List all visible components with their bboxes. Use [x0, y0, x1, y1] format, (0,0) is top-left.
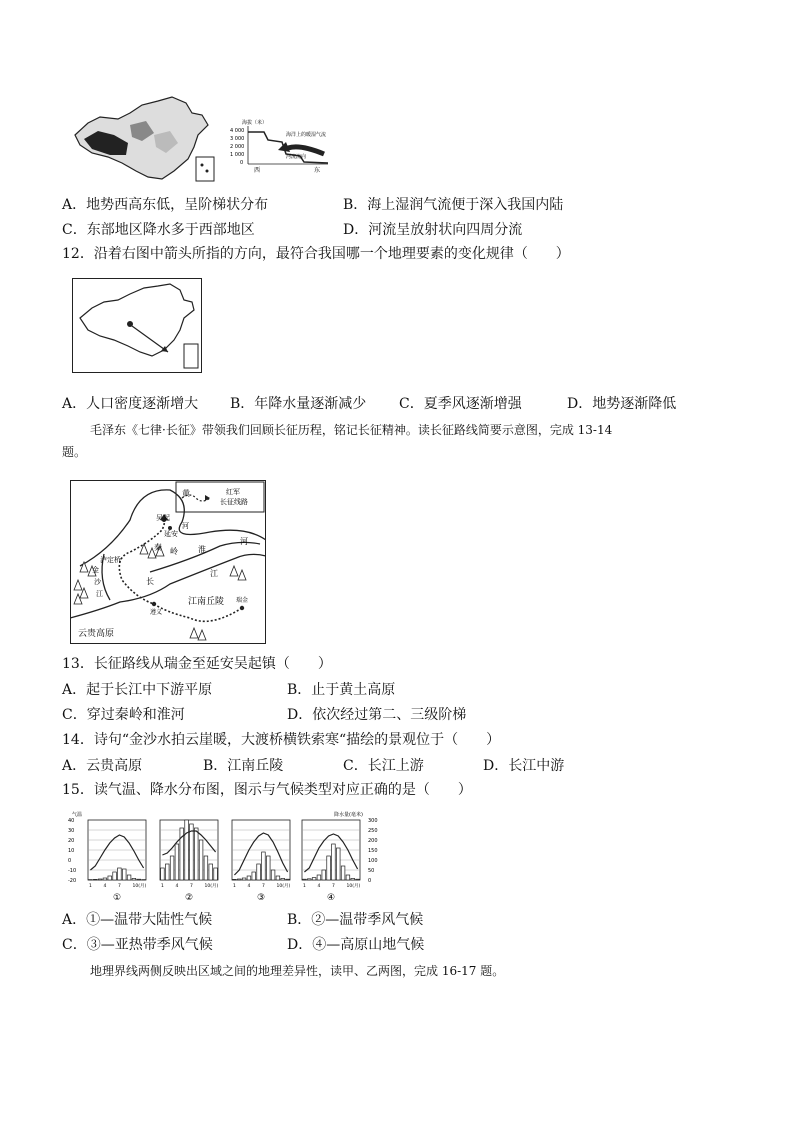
q13-option-b: B．止于黄土高原: [287, 682, 396, 698]
q15-option-b: B．②—温带季风气候: [287, 912, 424, 928]
map-label-ling: 岭: [170, 547, 178, 556]
panel-number: ④: [327, 893, 336, 903]
precip-bar: [175, 844, 179, 880]
precip-bar: [346, 875, 350, 880]
map-label-huai-he: 河: [240, 537, 248, 546]
temp-tick: 40: [68, 818, 75, 824]
precip-bar: [190, 824, 194, 880]
month-tick: 4: [103, 884, 107, 889]
map-label-he: 河: [182, 522, 189, 530]
map-label-jin: 金: [92, 566, 99, 574]
q15-stem: 15．读气温、降水分布图，图示与气候类型对应正确的是（ ）: [62, 782, 472, 798]
temp-axis-label: 气温: [72, 812, 83, 818]
q13-stem: 13．长征路线从瑞金至延安吴起镇（ ）: [62, 656, 332, 672]
q14-option-b: B．江南丘陵: [203, 758, 284, 774]
precip-bar: [252, 872, 256, 880]
climate-panel-3: [232, 820, 290, 903]
month-tick: 7: [118, 884, 121, 889]
month-tick: 4: [247, 884, 251, 889]
precip-bar: [303, 879, 307, 880]
month-tick: 1: [161, 884, 164, 889]
precip-bar: [127, 875, 131, 880]
map-label-zunyi: 遵义: [150, 609, 163, 616]
precip-bar: [312, 878, 316, 880]
precip-bar: [103, 878, 107, 880]
precip-bar: [165, 864, 169, 880]
map-label-wuqi: 吴起: [156, 514, 170, 522]
precip-axis-label: 降水量(毫米): [334, 812, 363, 818]
month-tick: 10(月): [204, 884, 219, 889]
precip-bar: [161, 868, 165, 880]
map-label-huai: 淮: [198, 545, 206, 554]
precip-bar: [327, 856, 331, 880]
q12-option-b: B．年降水量逐渐减少: [230, 396, 367, 412]
month-tick: 10(月): [132, 884, 147, 889]
precip-bar: [276, 876, 280, 880]
q13-option-c: C．穿过秦岭和淮河: [62, 707, 185, 723]
q12-option-c: C．夏季风逐渐增强: [399, 396, 522, 412]
terrain-profile-diagram: [230, 118, 330, 176]
intro-13-14-line1: 毛泽东《七律·长征》带领我们回顾长征历程，铭记长征精神。读长征路线简要示意图，完成 13-14: [90, 423, 613, 437]
month-tick: 10(月): [276, 884, 291, 889]
precip-tick: 50: [368, 868, 375, 874]
q11-option-a: A．地势西高东低，呈阶梯状分布: [62, 197, 269, 213]
legend-line2: 长征线路: [220, 498, 248, 506]
map-label-yanan: 延安: [164, 530, 178, 538]
legend-line1: 红军: [226, 488, 240, 496]
temp-tick: -10: [68, 868, 77, 874]
month-tick: 7: [262, 884, 265, 889]
map-label-yungui: 云贵高原: [78, 629, 115, 639]
profile-ytick-3: 1 000: [230, 152, 245, 158]
profile-ytick-1: 3 000: [230, 136, 245, 142]
map-label-jiang: 江: [96, 590, 103, 598]
precip-bar: [317, 875, 321, 880]
precip-bar: [113, 872, 117, 880]
precip-tick: 300: [368, 818, 378, 824]
map-label-sha: 沙: [94, 578, 101, 586]
map-label-luding: 泸定桥: [100, 556, 121, 564]
profile-ylabel: 海拔（米）: [242, 120, 268, 126]
precip-bar: [237, 879, 241, 880]
precip-bar: [356, 879, 360, 880]
precip-bar: [322, 870, 326, 880]
precip-bar: [122, 869, 126, 880]
q15-option-c: C．③—亚热带季风气候: [62, 937, 213, 953]
precip-bar: [286, 879, 290, 880]
precip-bar: [307, 879, 311, 880]
intro-16-17: 地理界线两侧反映出区域之间的地理差异性，读甲、乙两图，完成 16-17 题。: [90, 964, 505, 978]
precip-bar: [209, 864, 213, 880]
temp-tick: 30: [68, 828, 75, 834]
precip-bar: [233, 879, 237, 880]
intro-13-14-line2: 题。: [62, 445, 87, 459]
temp-tick: 20: [68, 838, 75, 844]
q15-option-a: A．①—温带大陆性气候: [62, 912, 213, 928]
q12-option-d: D．地势逐渐降低: [567, 396, 677, 412]
q14-option-d: D．长江中游: [483, 758, 565, 774]
precip-bar: [257, 864, 261, 880]
map-label-huang: 黄: [182, 489, 190, 498]
precip-bar: [204, 856, 208, 880]
map-label-jiang2: 江: [210, 569, 218, 578]
precip-bar: [108, 876, 112, 880]
month-tick: 1: [303, 884, 306, 889]
china-outline-map-arrow: [72, 278, 202, 373]
profile-arrow1-label: 海洋上的暖湿气流: [286, 132, 327, 138]
precip-tick: 100: [368, 858, 378, 864]
q11-option-c: C．东部地区降水多于西部地区: [62, 222, 255, 238]
month-tick: 4: [175, 884, 179, 889]
precip-bar: [336, 848, 340, 880]
q14-option-c: C．长江上游: [343, 758, 424, 774]
profile-xlabel-east: 东: [314, 167, 321, 174]
month-tick: 1: [233, 884, 236, 889]
q11-option-b: B．海上湿润气流便于深入我国内陆: [343, 197, 564, 213]
precip-tick: 250: [368, 828, 378, 834]
profile-ytick-0: 4 000: [230, 128, 245, 134]
map-label-jiangnan: 江南丘陵: [188, 597, 225, 607]
climate-panel-4: [302, 820, 360, 903]
temp-tick: 0: [68, 858, 72, 864]
precip-bar: [351, 878, 355, 880]
precip-bar: [93, 879, 97, 880]
month-tick: 10(月): [346, 884, 361, 889]
q11-option-d: D．河流呈放射状向四周分流: [343, 222, 523, 238]
profile-xlabel-west: 西: [254, 167, 261, 174]
precip-bar: [332, 844, 336, 880]
profile-ytick-4: 0: [240, 160, 244, 166]
q14-stem: 14．诗句“金沙水拍云崖暖，大渡桥横铁索寒“描绘的景观位于（ ）: [62, 732, 501, 748]
precip-bar: [185, 820, 189, 880]
precip-bar: [199, 840, 203, 880]
precip-bar: [98, 879, 102, 880]
profile-ytick-2: 2 000: [230, 144, 245, 150]
panel-number: ②: [185, 893, 194, 903]
panel-number: ③: [257, 893, 266, 903]
map-label-ruijin: 瑞金: [236, 597, 249, 604]
q13-option-a: A．起于长江中下游平原: [62, 682, 213, 698]
q14-option-a: A．云贵高原: [62, 758, 143, 774]
long-march-map: [70, 480, 266, 644]
precip-bar: [262, 852, 266, 880]
precip-bar: [118, 868, 122, 880]
temp-tick: -20: [68, 878, 77, 884]
q12-stem: 12．沿着右图中箭头所指的方向，最符合我国哪一个地理要素的变化规律（ ）: [62, 246, 570, 262]
month-tick: 4: [317, 884, 321, 889]
q13-option-d: D．依次经过第二、三级阶梯: [287, 707, 467, 723]
precip-bar: [214, 868, 218, 880]
precip-bar: [247, 876, 251, 880]
precip-tick: 150: [368, 848, 378, 854]
precip-bar: [271, 870, 275, 880]
precip-bar: [242, 878, 246, 880]
precip-bar: [194, 828, 198, 880]
precip-bar: [132, 878, 136, 880]
month-tick: 7: [190, 884, 193, 889]
precip-bar: [281, 878, 285, 880]
precip-bar: [137, 879, 141, 880]
q15-option-d: D．④—高原山地气候: [287, 937, 425, 953]
precip-tick: 200: [368, 838, 378, 844]
climate-charts: [66, 808, 382, 904]
map-label-qin: 秦: [154, 543, 162, 552]
climate-panel-2: [160, 820, 218, 903]
precip-bar: [341, 866, 345, 880]
month-tick: 1: [89, 884, 92, 889]
climate-panel-1: [88, 820, 146, 903]
map-label-chang: 长: [146, 577, 154, 586]
precip-bar: [170, 856, 174, 880]
temp-tick: 10: [68, 848, 75, 854]
profile-arrow2-label: 河流流向: [286, 154, 307, 160]
q12-option-a: A．人口密度逐渐增大: [62, 396, 199, 412]
precip-bar: [266, 856, 270, 880]
month-tick: 7: [332, 884, 335, 889]
precip-tick: 0: [368, 878, 372, 884]
panel-number: ①: [113, 893, 122, 903]
china-terrain-map: [70, 95, 220, 187]
